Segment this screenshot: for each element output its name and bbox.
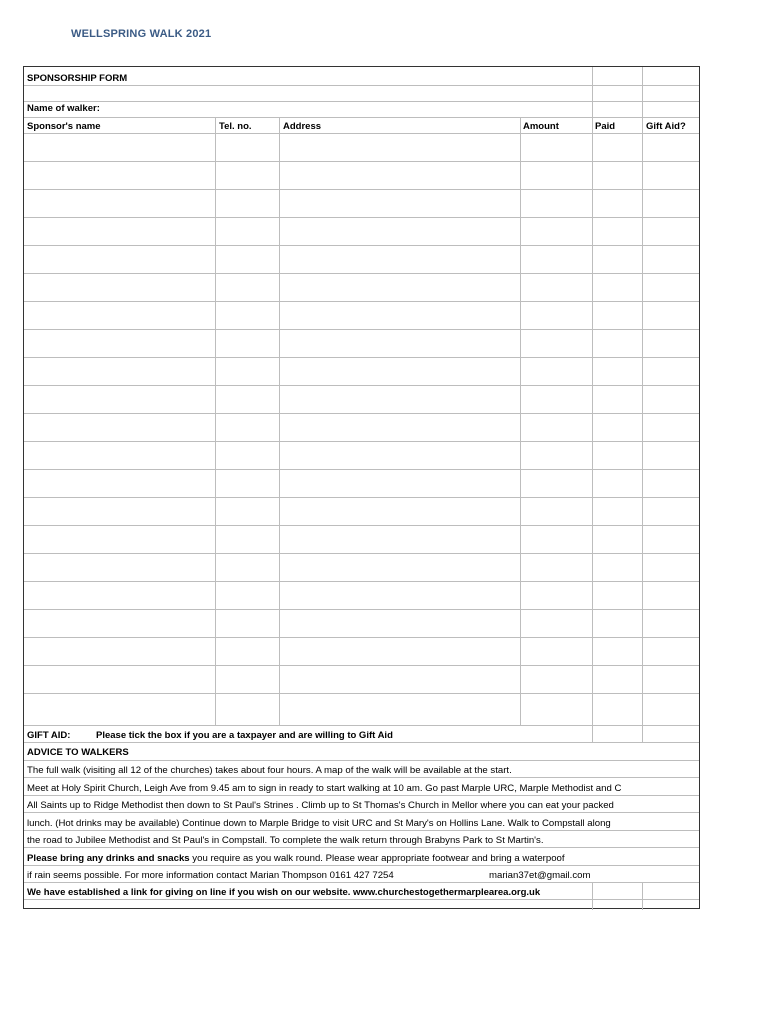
row-divider bbox=[24, 899, 699, 900]
advice-bring-rest: you require as you walk round. Please wear appropriate footwear and bring a waterpoof bbox=[189, 853, 565, 864]
row-divider bbox=[24, 609, 699, 610]
column-divider bbox=[642, 882, 643, 910]
advice-contact-line: if rain seems possible. For more information contact Marian Thompson 0161 427 7254 bbox=[27, 870, 394, 881]
column-header-gift-aid: Gift Aid? bbox=[646, 121, 686, 132]
row-divider bbox=[24, 882, 699, 883]
column-divider bbox=[279, 117, 280, 725]
contact-email: marian37et@gmail.com bbox=[489, 870, 591, 881]
column-header-paid: Paid bbox=[595, 121, 616, 132]
row-divider bbox=[24, 581, 699, 582]
advice-bring-line bbox=[27, 853, 565, 865]
column-divider bbox=[592, 67, 593, 742]
row-divider bbox=[24, 497, 699, 498]
row-divider bbox=[24, 553, 699, 554]
row-divider bbox=[24, 812, 699, 813]
row-divider bbox=[24, 777, 699, 778]
row-divider bbox=[24, 665, 699, 666]
row-divider bbox=[24, 273, 699, 274]
row-divider bbox=[24, 441, 699, 442]
column-header-amount: Amount bbox=[523, 121, 559, 132]
row-divider bbox=[24, 725, 699, 726]
walker-name-label: Name of walker: bbox=[27, 103, 100, 114]
advice-bring-emphasis: Please bring any drinks and snacks bbox=[27, 853, 190, 864]
column-divider bbox=[215, 117, 216, 725]
column-header-tel: Tel. no. bbox=[219, 121, 252, 132]
row-divider bbox=[24, 760, 699, 761]
column-divider bbox=[520, 117, 521, 725]
page-title: WELLSPRING WALK 2021 bbox=[71, 28, 212, 40]
column-divider bbox=[592, 882, 593, 910]
row-divider bbox=[24, 161, 699, 162]
row-divider bbox=[24, 357, 699, 358]
row-divider bbox=[24, 189, 699, 190]
row-divider bbox=[24, 245, 699, 246]
form-heading: SPONSORSHIP FORM bbox=[27, 73, 128, 84]
sponsorship-sheet bbox=[23, 66, 700, 909]
column-header-address: Address bbox=[283, 121, 322, 132]
row-divider bbox=[24, 301, 699, 302]
row-divider bbox=[24, 525, 699, 526]
row-divider bbox=[24, 847, 699, 848]
advice-line: Meet at Holy Spirit Church, Leigh Ave from 9.45 am to sign in ready to start walking at 10 am. Go past Marple URC, Marple Methodist and C bbox=[27, 783, 622, 794]
row-divider bbox=[24, 469, 699, 470]
row-divider bbox=[24, 329, 699, 330]
column-divider bbox=[642, 67, 643, 742]
row-divider bbox=[24, 101, 699, 102]
row-divider bbox=[24, 637, 699, 638]
row-divider bbox=[24, 117, 699, 118]
advice-line: All Saints up to Ridge Methodist then down to St Paul's Strines . Climb up to St Thomas's Church in Mellor where you can eat your packed bbox=[27, 800, 614, 811]
gift-aid-text: Please tick the box if you are a taxpayer and are willing to Gift Aid bbox=[96, 730, 393, 741]
online-giving-note: We have established a link for giving on line if you wish on our website. www.churchestogethermarplearea.org.uk bbox=[27, 887, 541, 898]
advice-line: lunch. (Hot drinks may be available) Continue down to Marple Bridge to visit URC and St Mary's on Hollins Lane. Walk to Compstall along bbox=[27, 818, 611, 829]
row-divider bbox=[24, 693, 699, 694]
row-divider bbox=[24, 865, 699, 866]
advice-line: The full walk (visiting all 12 of the churches) takes about four hours. A map of the walk will be available at the start. bbox=[27, 765, 512, 776]
row-divider bbox=[24, 217, 699, 218]
gift-aid-label: GIFT AID: bbox=[27, 730, 71, 741]
row-divider bbox=[24, 413, 699, 414]
row-divider bbox=[24, 795, 699, 796]
row-divider bbox=[24, 85, 699, 86]
row-divider bbox=[24, 385, 699, 386]
row-divider bbox=[24, 742, 699, 743]
advice-heading: ADVICE TO WALKERS bbox=[27, 747, 129, 758]
advice-line: the road to Jubilee Methodist and St Paul's in Compstall. To complete the walk return through Brabyns Park to St Martin's. bbox=[27, 835, 544, 846]
row-divider bbox=[24, 830, 699, 831]
column-header-sponsor-name: Sponsor's name bbox=[27, 121, 101, 132]
row-divider bbox=[24, 133, 699, 134]
